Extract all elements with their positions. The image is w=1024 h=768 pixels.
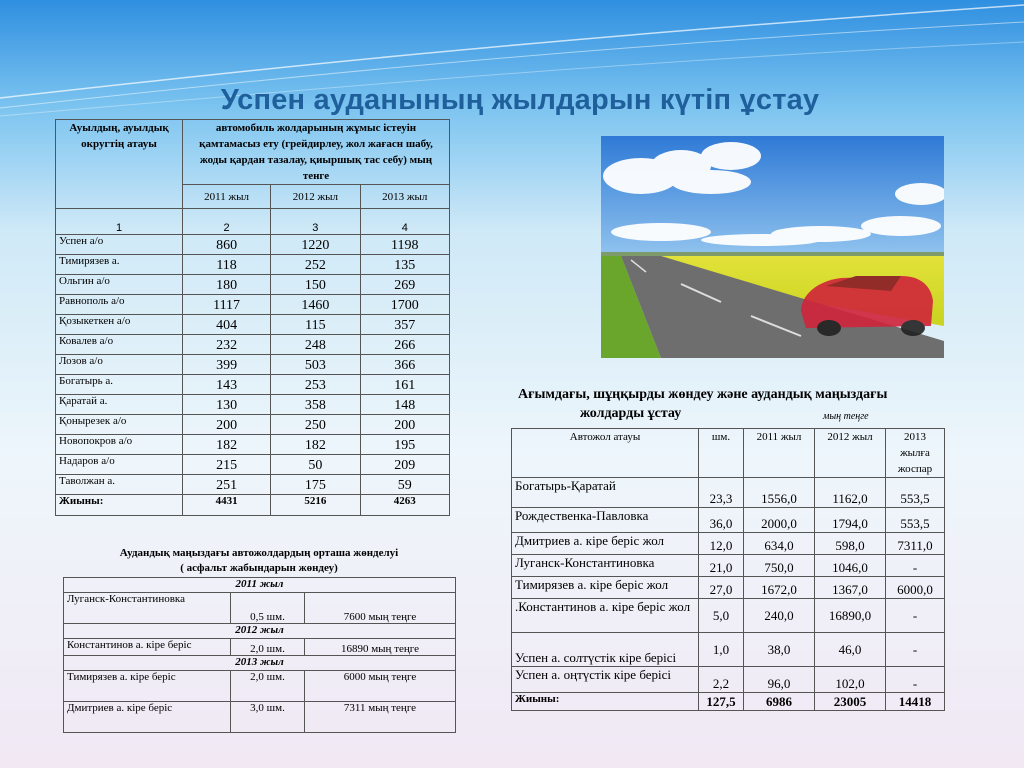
length-cell: 2,0 шм. xyxy=(231,639,305,656)
table-row xyxy=(56,375,450,395)
value-cell: 1198 xyxy=(360,235,449,255)
year-label: 2013 жыл xyxy=(64,656,456,671)
page-title: Успен ауданының жылдарын күтіп ұстау xyxy=(220,84,820,116)
value-cell: 860 xyxy=(183,235,271,255)
table-row xyxy=(64,671,456,702)
row-name: Богатырь а. xyxy=(56,375,183,395)
value-cell: 1117 xyxy=(183,295,271,315)
value-cell: 38,0 xyxy=(744,633,815,667)
unit-label: мың теңге xyxy=(823,411,869,422)
road-name: Успен а. оңтүстік кіре берісі xyxy=(512,667,699,693)
header-cell: 2013 жылға жоспар xyxy=(886,429,945,478)
value-cell: 182 xyxy=(183,435,271,455)
value-cell: 1460 xyxy=(271,295,360,315)
cost-cell: 7600 мың теңге xyxy=(304,593,455,624)
value-cell: 200 xyxy=(183,415,271,435)
column-number: 4 xyxy=(360,209,449,235)
table-row xyxy=(56,315,450,335)
value-cell: 266 xyxy=(360,335,449,355)
value-cell: 1,0 xyxy=(699,633,744,667)
value-cell: 553,5 xyxy=(886,508,945,533)
value-cell: 232 xyxy=(183,335,271,355)
value-cell: 36,0 xyxy=(699,508,744,533)
row-name: Новопокров а/о xyxy=(56,435,183,455)
caption-line: ( асфальт жабындарын жөндеу) xyxy=(180,562,338,574)
value-cell: 27,0 xyxy=(699,577,744,599)
value-cell: - xyxy=(886,667,945,693)
value-cell: 269 xyxy=(360,275,449,295)
header-cell: 2012 жыл xyxy=(815,429,886,478)
value-cell: 23,3 xyxy=(699,478,744,508)
row-name: Ковалев а/о xyxy=(56,335,183,355)
table-row xyxy=(512,633,945,667)
road-name: Тимирязев а. кіре беріс xyxy=(64,671,231,702)
table-row xyxy=(512,577,945,599)
value-cell: 135 xyxy=(360,255,449,275)
road-name: Тимирязев а. кіре беріс жол xyxy=(512,577,699,599)
length-cell: 0,5 шм. xyxy=(231,593,305,624)
caption-line: Ағымдағы, шұңқырды жөндеу және аудандық маңыздағы xyxy=(518,387,888,402)
value-cell: 1367,0 xyxy=(815,577,886,599)
year-label: 2012 жыл xyxy=(64,624,456,639)
total-row xyxy=(56,495,450,516)
value-cell: 46,0 xyxy=(815,633,886,667)
road-name: Богатырь-Қаратай xyxy=(512,478,699,508)
table-row xyxy=(512,533,945,555)
value-cell: 240,0 xyxy=(744,599,815,633)
year-2011: 2011 жыл xyxy=(183,185,271,209)
total-label: Жиыны: xyxy=(56,495,183,516)
value-cell: 50 xyxy=(271,455,360,475)
header-cell: 2011 жыл xyxy=(744,429,815,478)
column-number: 3 xyxy=(271,209,360,235)
value-cell: 1700 xyxy=(360,295,449,315)
caption-line: жолдарды ұстау xyxy=(580,406,682,421)
value-cell: 150 xyxy=(271,275,360,295)
value-cell: 1672,0 xyxy=(744,577,815,599)
table-row xyxy=(56,255,450,275)
value-cell: 195 xyxy=(360,435,449,455)
value-cell: 399 xyxy=(183,355,271,375)
table-row xyxy=(56,275,450,295)
column-number: 2 xyxy=(183,209,271,235)
value-cell: - xyxy=(886,599,945,633)
road-name: Дмитриев а. кіре беріс жол xyxy=(512,533,699,555)
value-cell: 6000,0 xyxy=(886,577,945,599)
cost-cell: 16890 мың теңге xyxy=(304,639,455,656)
cost-cell: 7311 мың теңге xyxy=(304,702,455,733)
header-description: автомобиль жолдарының жұмыс істеуін қамтамасыз ету (грейдирлеу, жол жағасн шабу, жоды қардан тазалау, қиыршық тас себу) мың тенге xyxy=(183,120,450,185)
value-cell: 180 xyxy=(183,275,271,295)
table-row xyxy=(56,395,450,415)
value-cell: 248 xyxy=(271,335,360,355)
table-row xyxy=(512,599,945,633)
total-value: 127,5 xyxy=(699,693,744,711)
value-cell: 404 xyxy=(183,315,271,335)
row-name: Қаратай а. xyxy=(56,395,183,415)
total-value: 23005 xyxy=(815,693,886,711)
column-number: 1 xyxy=(56,209,183,235)
table-row xyxy=(56,355,450,375)
total-value: 14418 xyxy=(886,693,945,711)
value-cell: 366 xyxy=(360,355,449,375)
road-name: Луганск-Константиновка xyxy=(512,555,699,577)
total-value: 5216 xyxy=(271,495,360,516)
road-name: Рождественка-Павловка xyxy=(512,508,699,533)
header-cell: шм. xyxy=(699,429,744,478)
value-cell: 143 xyxy=(183,375,271,395)
header-cell: Автожол атауы xyxy=(512,429,699,478)
table-row xyxy=(512,478,945,508)
caption-line: Аудандық маңыздағы автожолдардың орташа жөнделуі xyxy=(119,547,399,559)
value-cell: 115 xyxy=(271,315,360,335)
value-cell: 1556,0 xyxy=(744,478,815,508)
value-cell: 16890,0 xyxy=(815,599,886,633)
total-value: 6986 xyxy=(744,693,815,711)
row-name: Таволжан а. xyxy=(56,475,183,495)
value-cell: 200 xyxy=(360,415,449,435)
value-cell: 102,0 xyxy=(815,667,886,693)
total-value: 4263 xyxy=(360,495,449,516)
value-cell: 2000,0 xyxy=(744,508,815,533)
value-cell: 250 xyxy=(271,415,360,435)
length-cell: 2,0 шм. xyxy=(231,671,305,702)
value-cell: 358 xyxy=(271,395,360,415)
value-cell: 357 xyxy=(360,315,449,335)
table-row xyxy=(56,455,450,475)
value-cell: 59 xyxy=(360,475,449,495)
table-row xyxy=(64,639,456,656)
road-car-photo xyxy=(601,136,944,358)
year-2013: 2013 жыл xyxy=(360,185,449,209)
value-cell: 1220 xyxy=(271,235,360,255)
asphalt-repair-table xyxy=(63,577,456,733)
row-name: Қонырезек а/о xyxy=(56,415,183,435)
district-maintenance-table xyxy=(55,119,450,516)
value-cell: 12,0 xyxy=(699,533,744,555)
repair-table-caption xyxy=(62,546,456,576)
table-row xyxy=(56,235,450,255)
road-repair-table xyxy=(511,428,945,711)
road-name: Константинов а. кіре беріс xyxy=(64,639,231,656)
road-maintenance-caption xyxy=(500,385,950,423)
value-cell: 503 xyxy=(271,355,360,375)
row-name: Надаров а/о xyxy=(56,455,183,475)
total-label: Жиыны: xyxy=(512,693,699,711)
road-name: Дмитриев а. кіре беріс xyxy=(64,702,231,733)
value-cell: 148 xyxy=(360,395,449,415)
table-row xyxy=(512,555,945,577)
year-2012: 2012 жыл xyxy=(271,185,360,209)
value-cell: 161 xyxy=(360,375,449,395)
row-name: Қозыкеткен а/о xyxy=(56,315,183,335)
value-cell: 5,0 xyxy=(699,599,744,633)
value-cell: 1794,0 xyxy=(815,508,886,533)
value-cell: 175 xyxy=(271,475,360,495)
value-cell: 1046,0 xyxy=(815,555,886,577)
row-name: Равнополь а/о xyxy=(56,295,183,315)
header-name: Ауылдың, ауылдық округтің атауы xyxy=(56,120,183,209)
table-row xyxy=(56,415,450,435)
cost-cell: 6000 мың теңге xyxy=(304,671,455,702)
value-cell: 251 xyxy=(183,475,271,495)
value-cell: 215 xyxy=(183,455,271,475)
value-cell: 209 xyxy=(360,455,449,475)
total-value: 4431 xyxy=(183,495,271,516)
value-cell: 96,0 xyxy=(744,667,815,693)
row-name: Тимирязев а. xyxy=(56,255,183,275)
table-row xyxy=(64,702,456,733)
table-row xyxy=(56,295,450,315)
value-cell: 634,0 xyxy=(744,533,815,555)
row-name: Ольгин а/о xyxy=(56,275,183,295)
value-cell: 598,0 xyxy=(815,533,886,555)
row-name: Успен а/о xyxy=(56,235,183,255)
row-name: Лозов а/о xyxy=(56,355,183,375)
value-cell: 253 xyxy=(271,375,360,395)
table-row xyxy=(56,435,450,455)
table-row xyxy=(512,667,945,693)
value-cell: 130 xyxy=(183,395,271,415)
value-cell: 118 xyxy=(183,255,271,275)
road-name: .Константинов а. кіре беріс жол xyxy=(512,599,699,633)
value-cell: 21,0 xyxy=(699,555,744,577)
total-row xyxy=(512,693,945,711)
value-cell: 1162,0 xyxy=(815,478,886,508)
table-row xyxy=(64,593,456,624)
value-cell: 2,2 xyxy=(699,667,744,693)
header-row xyxy=(512,429,945,478)
value-cell: 7311,0 xyxy=(886,533,945,555)
road-name: Луганск-Константиновка xyxy=(64,593,231,624)
value-cell: - xyxy=(886,555,945,577)
road-name: Успен а. солтүстік кіре берісі xyxy=(512,633,699,667)
value-cell: 252 xyxy=(271,255,360,275)
table-row xyxy=(56,335,450,355)
value-cell: - xyxy=(886,633,945,667)
value-cell: 750,0 xyxy=(744,555,815,577)
length-cell: 3,0 шм. xyxy=(231,702,305,733)
value-cell: 553,5 xyxy=(886,478,945,508)
year-label: 2011 жыл xyxy=(64,578,456,593)
table-row xyxy=(56,475,450,495)
table-row xyxy=(512,508,945,533)
value-cell: 182 xyxy=(271,435,360,455)
